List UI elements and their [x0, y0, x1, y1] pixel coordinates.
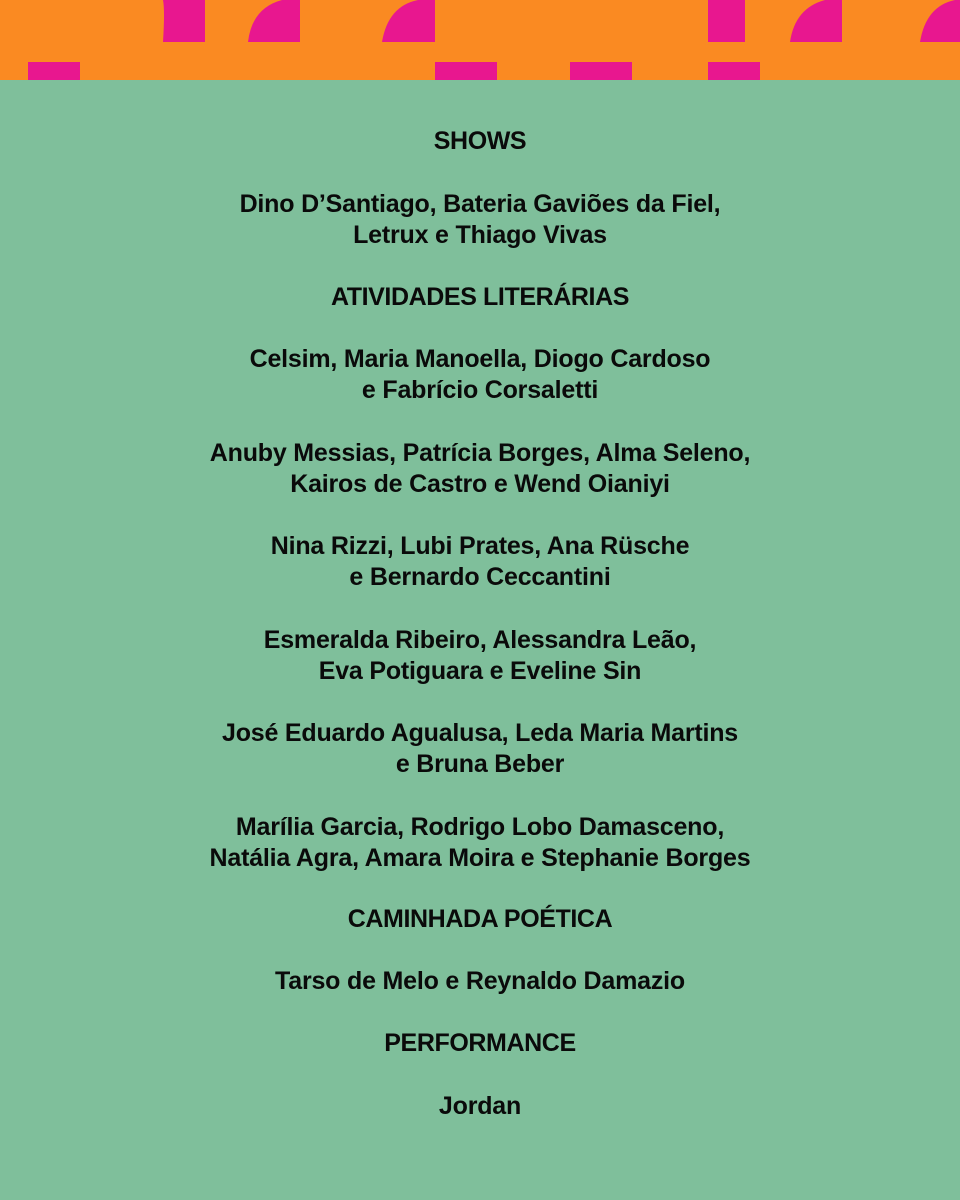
magenta-tab — [708, 62, 760, 80]
section-heading-caminhada: CAMINHADA POÉTICA — [347, 905, 613, 933]
magenta-tab — [570, 62, 632, 80]
decorative-banner — [0, 0, 960, 80]
program-line: e Fabrício Corsaletti — [361, 376, 599, 404]
program-line: Eva Potiguara e Eveline Sin — [318, 657, 642, 685]
program-line: Esmeralda Ribeiro, Alessandra Leão, — [263, 626, 697, 654]
program-line: Anuby Messias, Patrícia Borges, Alma Seleno, — [209, 439, 751, 467]
magenta-tab — [435, 62, 497, 80]
pattern-shapes — [0, 0, 960, 80]
magenta-tab — [28, 62, 80, 80]
program-line: Nina Rizzi, Lubi Prates, Ana Rüsche — [270, 532, 690, 560]
section-heading-atividades: ATIVIDADES LITERÁRIAS — [330, 283, 630, 311]
program-line: José Eduardo Agualusa, Leda Maria Martins — [221, 719, 738, 747]
magenta-curve — [163, 0, 205, 42]
section-heading-performance: PERFORMANCE — [384, 1029, 576, 1057]
program-list — [0, 80, 960, 1200]
program-line: Dino D’Santiago, Bateria Gaviões da Fiel, — [239, 190, 721, 218]
program-line: Marília Garcia, Rodrigo Lobo Damasceno, — [235, 813, 725, 841]
program-line: Kairos de Castro e Wend Oianiyi — [290, 470, 670, 498]
program-line: Letrux e Thiago Vivas — [353, 221, 607, 249]
magenta-curve — [708, 0, 745, 42]
program-line: Jordan — [438, 1092, 522, 1120]
section-heading-shows: SHOWS — [433, 127, 527, 155]
program-line: e Bernardo Ceccantini — [349, 563, 611, 591]
program-line: Celsim, Maria Manoella, Diogo Cardoso — [249, 345, 711, 373]
program-line: e Bruna Beber — [395, 750, 565, 778]
program-line: Natália Agra, Amara Moira e Stephanie Borges — [209, 844, 751, 872]
program-line: Tarso de Melo e Reynaldo Damazio — [275, 967, 685, 995]
